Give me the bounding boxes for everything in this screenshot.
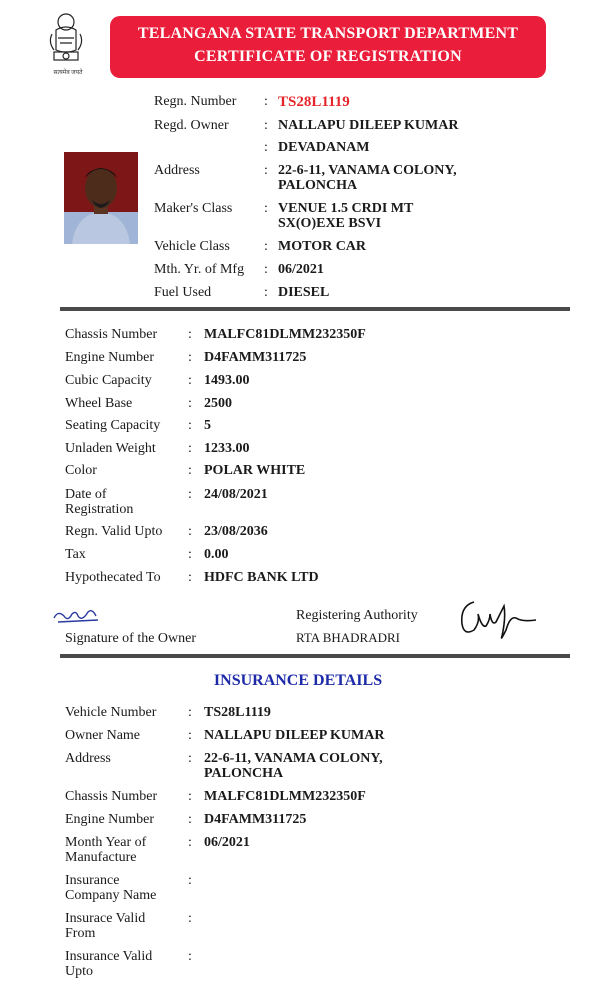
engine-value: D4FAMM311725: [204, 350, 307, 365]
unladen-weight-label: Unladen Weight: [65, 441, 156, 456]
insurance-title: INSURANCE DETAILS: [213, 672, 383, 689]
tax-label: Tax: [65, 547, 86, 562]
makers-class-value-line2: SX(O)EXE BSVI: [278, 216, 382, 231]
ins-chassis-value: MALFC81DLMM232350F: [204, 789, 366, 804]
engine-label: Engine Number: [65, 350, 155, 365]
ins-owner-name-value: NALLAPU DILEEP KUMAR: [204, 728, 385, 743]
ins-vehicle-number-label: Vehicle Number: [65, 705, 157, 720]
chassis-value: MALFC81DLMM232350F: [204, 327, 366, 342]
ins-mfg-label-line2: Manufacture: [65, 850, 137, 865]
color-value: POLAR WHITE: [204, 463, 306, 478]
date-of-registration-label-line2: Registration: [65, 502, 134, 517]
ins-vehicle-number-value: TS28L1119: [204, 705, 271, 720]
address-label: Address: [154, 163, 200, 178]
owner-label: Regd. Owner: [154, 118, 229, 133]
ins-chassis-label: Chassis Number: [65, 789, 158, 804]
owner-signature-label: Signature of the Owner: [65, 631, 197, 646]
cubic-capacity-value: 1493.00: [204, 373, 250, 388]
fuel-label: Fuel Used: [154, 285, 212, 300]
regn-valid-label: Regn. Valid Upto: [65, 524, 163, 539]
cubic-capacity-label: Cubic Capacity: [65, 373, 152, 388]
vehicle-class-value: MOTOR CAR: [278, 239, 367, 254]
date-of-registration-value: 24/08/2021: [204, 487, 268, 502]
ins-engine-value: D4FAMM311725: [204, 812, 307, 827]
owner-value: NALLAPU DILEEP KUMAR: [278, 118, 459, 133]
address-value: 22-6-11, VANAMA COLONY,: [278, 163, 457, 178]
ins-valid-upto-label: Insurance Valid: [65, 949, 153, 964]
ins-engine-label: Engine Number: [65, 812, 155, 827]
ins-owner-name-label: Owner Name: [65, 728, 141, 743]
vehicle-class-label: Vehicle Class: [154, 239, 230, 254]
ins-address-label: Address: [65, 751, 111, 766]
wheel-base-value: 2500: [204, 396, 232, 411]
hypothecated-value: HDFC BANK LTD: [204, 570, 319, 585]
fuel-value: DIESEL: [278, 285, 330, 300]
regn-number-label: Regn. Number: [154, 94, 237, 109]
regn-valid-value: 23/08/2036: [204, 524, 268, 539]
divider: [60, 307, 570, 311]
ins-address-value: 22-6-11, VANAMA COLONY,: [204, 751, 383, 766]
mfg-label: Mth. Yr. of Mfg: [154, 262, 245, 277]
ins-mfg-value: 06/2021: [204, 835, 250, 850]
hypothecated-label: Hypothecated To: [65, 570, 161, 585]
owner-signature-icon: [52, 606, 104, 628]
chassis-label: Chassis Number: [65, 327, 158, 342]
authority-name: RTA BHADRADRI: [296, 630, 400, 645]
authority-title: Registering Authority: [296, 608, 418, 623]
makers-class-label: Maker's Class: [154, 201, 233, 216]
authority-signature-icon: [456, 592, 538, 644]
seating-value: 5: [204, 418, 211, 433]
divider: [60, 654, 570, 658]
ins-valid-from-label: Insurace Valid: [65, 911, 146, 926]
address-value-line2: PALONCHA: [278, 178, 358, 193]
regn-number-value: TS28L1119: [278, 94, 350, 110]
ins-mfg-label: Month Year of: [65, 835, 147, 850]
ins-address-value-line2: PALONCHA: [204, 766, 284, 781]
emblem-caption: सत्यमेव जयते: [53, 70, 83, 76]
seating-label: Seating Capacity: [65, 418, 161, 433]
owner-photo: [64, 152, 138, 244]
date-of-registration-label: Date of: [65, 487, 107, 502]
tax-value: 0.00: [204, 547, 229, 562]
wheel-base-label: Wheel Base: [65, 396, 133, 411]
mfg-value: 06/2021: [278, 262, 324, 277]
unladen-weight-value: 1233.00: [204, 441, 250, 456]
certificate-title: CERTIFICATE OF REGISTRATION: [194, 48, 462, 65]
makers-class-value: VENUE 1.5 CRDI MT: [278, 201, 414, 216]
owner-value-line2: DEVADANAM: [278, 140, 370, 155]
header-banner: [110, 16, 546, 78]
ins-company-label: Insurance: [65, 873, 120, 888]
department-title: TELANGANA STATE TRANSPORT DEPARTMENT: [137, 25, 519, 42]
ins-company-label-line2: Company Name: [65, 888, 157, 903]
ins-valid-from-label-line2: From: [65, 926, 96, 941]
color-label: Color: [65, 463, 97, 478]
ins-valid-upto-label-line2: Upto: [65, 964, 93, 979]
